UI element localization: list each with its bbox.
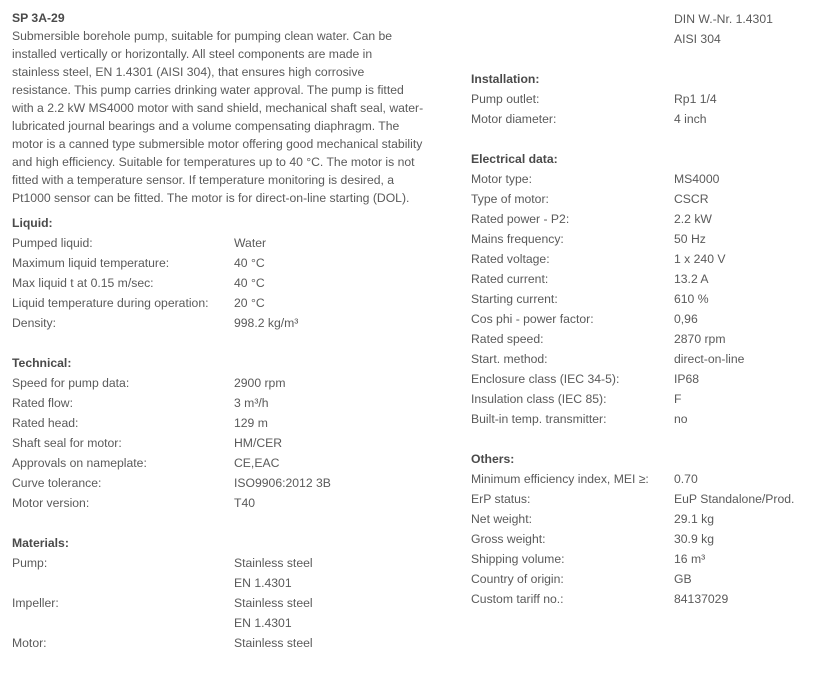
spec-row-impeller-material	[12, 593, 458, 613]
spec-label: Net weight:	[471, 512, 532, 526]
spec-row	[471, 89, 811, 109]
spec-value: 16 m³	[674, 552, 706, 566]
spec-label: Start. method:	[471, 352, 548, 366]
spec-value: 2870 rpm	[674, 332, 726, 346]
spec-label: Pump:	[12, 556, 48, 570]
spec-label: Curve tolerance:	[12, 476, 102, 490]
technical-heading: Technical:	[12, 356, 72, 370]
spec-label: Speed for pump data:	[12, 376, 130, 390]
spec-value: 0,96	[674, 312, 698, 326]
spec-row-continuation	[471, 29, 811, 49]
spec-value: Stainless steel	[234, 556, 313, 570]
spec-row	[471, 529, 811, 549]
materials-heading: Materials:	[12, 536, 69, 550]
spec-row	[12, 413, 458, 433]
spec-value: 2900 rpm	[234, 376, 286, 390]
spec-row	[471, 169, 811, 189]
spec-row	[471, 289, 811, 309]
description-line: motor is a canned type submersible motor offering good mechanical stability	[12, 137, 423, 151]
spec-value: 4 inch	[674, 112, 707, 126]
spec-label: Motor:	[12, 636, 47, 650]
spec-label: Enclosure class (IEC 34-5):	[471, 372, 620, 386]
spec-value: Rp1 1/4	[674, 92, 717, 106]
electrical-heading: Electrical data:	[471, 152, 558, 166]
spec-label: Minimum efficiency index, MEI ≥:	[471, 472, 649, 486]
spec-row	[12, 473, 458, 493]
spec-value: EN 1.4301	[234, 576, 292, 590]
spec-value: 610 %	[674, 292, 709, 306]
description-line: with a 2.2 kW MS4000 motor with sand shield, mechanical shaft seal, water-	[12, 101, 424, 115]
spec-value: no	[674, 412, 688, 426]
spec-value: 20 °C	[234, 296, 265, 310]
spec-row	[471, 369, 811, 389]
spec-value: Stainless steel	[234, 636, 313, 650]
spec-value: 29.1 kg	[674, 512, 714, 526]
spec-value: 998.2 kg/m³	[234, 316, 299, 330]
spec-row-pump-material	[12, 553, 458, 573]
spec-label: Shaft seal for motor:	[12, 436, 122, 450]
spec-value: 129 m	[234, 416, 268, 430]
liquid-heading: Liquid:	[12, 216, 53, 230]
spec-value: CE,EAC	[234, 456, 280, 470]
spec-value: 30.9 kg	[674, 532, 714, 546]
spec-label: Motor diameter:	[471, 112, 557, 126]
spec-value: 2.2 kW	[674, 212, 712, 226]
spec-row	[471, 209, 811, 229]
spec-value: DIN W.-Nr. 1.4301	[674, 12, 773, 26]
spec-label: Pumped liquid:	[12, 236, 93, 250]
spec-label: Approvals on nameplate:	[12, 456, 147, 470]
spec-row	[12, 253, 458, 273]
spec-label: Type of motor:	[471, 192, 549, 206]
spec-label: Mains frequency:	[471, 232, 564, 246]
spec-row	[471, 469, 811, 489]
spec-label: Rated flow:	[12, 396, 73, 410]
spec-label: Country of origin:	[471, 572, 564, 586]
spec-row	[471, 249, 811, 269]
spec-row	[471, 109, 811, 129]
spec-row	[471, 229, 811, 249]
spec-value: T40	[234, 496, 256, 510]
spec-row	[471, 569, 811, 589]
description-line: fitted with a temperature sensor. If temperature monitoring is desired, a	[12, 173, 395, 187]
description-line: Submersible borehole pump, suitable for pumping clean water. Can be	[12, 29, 393, 43]
product-description	[12, 27, 458, 207]
spec-value: ISO9906:2012 3B	[234, 476, 331, 490]
description-line: resistance. This pump carries drinking water approval. The pump is fitted	[12, 83, 404, 97]
spec-label: Rated current:	[471, 272, 549, 286]
description-line: and high efficiency. Suitable for temperatures up to 40 °C. The motor is not	[12, 155, 415, 169]
description-line: lubricated journal bearings and a volume compensating diaphragm. The	[12, 119, 400, 133]
spec-value: 84137029	[674, 592, 729, 606]
description-line: Pt1000 sensor can be fitted. The motor is for direct-on-line starting (DOL).	[12, 191, 410, 205]
spec-label: Rated head:	[12, 416, 79, 430]
spec-row	[471, 329, 811, 349]
spec-label: Rated power - P2:	[471, 212, 570, 226]
installation-heading: Installation:	[471, 72, 540, 86]
spec-label: Built-in temp. transmitter:	[471, 412, 607, 426]
spec-row	[12, 313, 458, 333]
spec-row	[471, 489, 811, 509]
spec-label: Maximum liquid temperature:	[12, 256, 170, 270]
description-line: stainless steel, EN 1.4301 (AISI 304), that ensures high corrosive	[12, 65, 365, 79]
spec-row	[471, 409, 811, 429]
spec-value: 40 °C	[234, 256, 265, 270]
spec-row	[12, 233, 458, 253]
spec-value: Water	[234, 236, 267, 250]
spec-label: Motor version:	[12, 496, 90, 510]
spec-label: Liquid temperature during operation:	[12, 296, 209, 310]
spec-value: 3 m³/h	[234, 396, 269, 410]
spec-row	[471, 269, 811, 289]
spec-value: F	[674, 392, 682, 406]
spec-label: Motor type:	[471, 172, 532, 186]
description-line: installed vertically or horizontally. All steel components are made in	[12, 47, 373, 61]
product-title: SP 3A-29	[12, 11, 65, 25]
spec-value: HM/CER	[234, 436, 283, 450]
spec-label: Max liquid t at 0.15 m/sec:	[12, 276, 154, 290]
spec-row	[12, 273, 458, 293]
spec-label: Starting current:	[471, 292, 558, 306]
spec-label: Cos phi - power factor:	[471, 312, 594, 326]
spec-row-motor-material	[12, 633, 458, 653]
spec-value: EuP Standalone/Prod.	[674, 492, 795, 506]
spec-row	[471, 349, 811, 369]
spec-label: ErP status:	[471, 492, 531, 506]
spec-label: Density:	[12, 316, 57, 330]
spec-row	[471, 589, 811, 609]
spec-value: IP68	[674, 372, 700, 386]
spec-row	[12, 453, 458, 473]
spec-row	[12, 493, 458, 513]
spec-row	[471, 309, 811, 329]
spec-row-continuation	[471, 9, 811, 29]
spec-label: Rated speed:	[471, 332, 544, 346]
left-column	[12, 0, 458, 653]
spec-value: 1 x 240 V	[674, 252, 726, 266]
spec-value: 13.2 A	[674, 272, 709, 286]
spec-value: 0.70	[674, 472, 698, 486]
spec-row	[471, 389, 811, 409]
spec-value: direct-on-line	[674, 352, 745, 366]
spec-value: EN 1.4301	[234, 616, 292, 630]
others-heading: Others:	[471, 452, 515, 466]
spec-value: GB	[674, 572, 692, 586]
spec-row	[12, 293, 458, 313]
spec-value: Stainless steel	[234, 596, 313, 610]
spec-row-continuation	[12, 613, 458, 633]
spec-value: 50 Hz	[674, 232, 706, 246]
spec-label: Shipping volume:	[471, 552, 565, 566]
spec-label: Impeller:	[12, 596, 59, 610]
spec-value: MS4000	[674, 172, 720, 186]
spec-label: Gross weight:	[471, 532, 546, 546]
spec-row	[12, 373, 458, 393]
spec-value: AISI 304	[674, 32, 721, 46]
spec-label: Pump outlet:	[471, 92, 540, 106]
right-column	[471, 0, 811, 609]
spec-row	[12, 393, 458, 413]
spec-row	[471, 509, 811, 529]
spec-value: 40 °C	[234, 276, 265, 290]
spec-label: Custom tariff no.:	[471, 592, 564, 606]
spec-row-continuation	[12, 573, 458, 593]
spec-label: Insulation class (IEC 85):	[471, 392, 607, 406]
spec-row	[12, 433, 458, 453]
spec-row	[471, 189, 811, 209]
spec-label: Rated voltage:	[471, 252, 550, 266]
spec-row	[471, 549, 811, 569]
spec-value: CSCR	[674, 192, 709, 206]
